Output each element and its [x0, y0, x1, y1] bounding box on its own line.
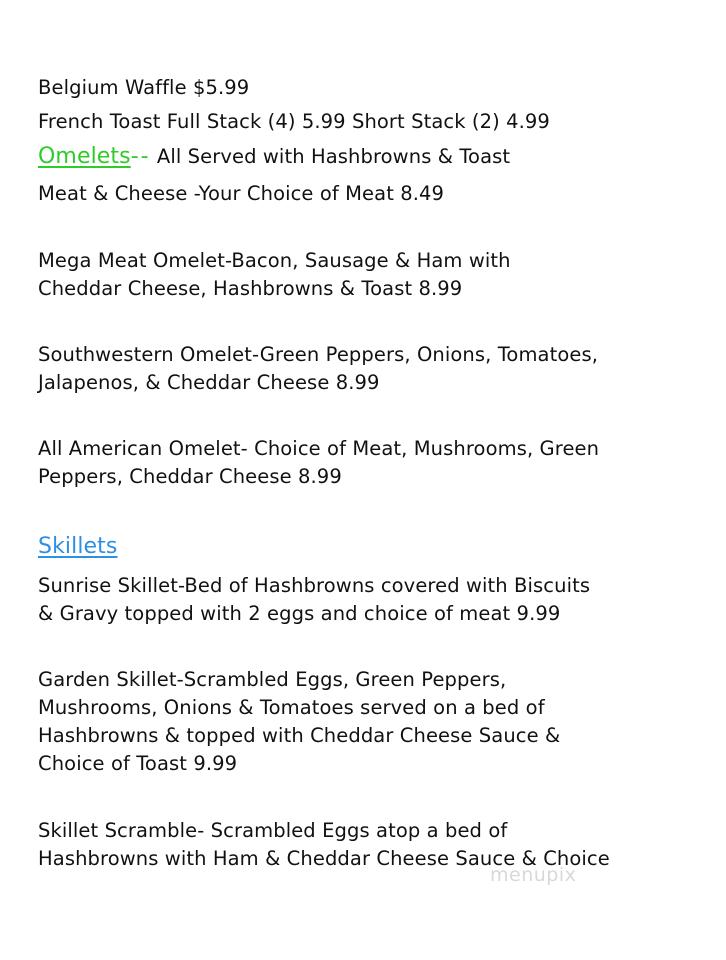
menu-item-garden-line-1: Garden Skillet-Scrambled Eggs, Green Peppers, [38, 668, 507, 691]
omelets-dashes: -- [130, 144, 151, 169]
menu-item-mega-meat-line-1: Mega Meat Omelet-Bacon, Sausage & Ham with [38, 249, 511, 272]
menu-item-garden-line-4: Choice of Toast 9.99 [38, 752, 238, 775]
menu-item-southwestern-line-2: Jalapenos, & Cheddar Cheese 8.99 [38, 371, 380, 394]
watermark: menupix [490, 864, 577, 886]
menu-item-french-toast: French Toast Full Stack (4) 5.99 Short Stack (2) 4.99 [38, 110, 550, 133]
omelets-heading-line [38, 143, 510, 171]
omelets-heading: Omelets [38, 144, 131, 169]
skillets-heading-line [38, 533, 117, 561]
menu-item-sunrise-line-2: & Gravy topped with 2 eggs and choice of meat 9.99 [38, 602, 561, 625]
omelets-note: All Served with Hashbrowns & Toast [150, 145, 511, 168]
skillets-heading: Skillets [38, 534, 118, 559]
menu-item-scramble-line-2: Hashbrowns with Ham & Cheddar Cheese Sauce & Choice [38, 847, 610, 870]
menu-item-sunrise-line-1: Sunrise Skillet-Bed of Hashbrowns covered with Biscuits [38, 574, 591, 597]
menu-item-belgium-waffle: Belgium Waffle $5.99 [38, 76, 250, 99]
menu-item-garden-line-3: Hashbrowns & topped with Cheddar Cheese Sauce & [38, 724, 561, 747]
menu-item-southwestern-line-1: Southwestern Omelet-Green Peppers, Onions, Tomatoes, [38, 343, 599, 366]
menu-item-all-american-line-1: All American Omelet- Choice of Meat, Mushrooms, Green [38, 437, 600, 460]
menu-item-meat-cheese: Meat & Cheese -Your Choice of Meat 8.49 [38, 182, 445, 205]
menu-item-mega-meat-line-2: Cheddar Cheese, Hashbrowns & Toast 8.99 [38, 277, 463, 300]
menu-item-all-american-line-2: Peppers, Cheddar Cheese 8.99 [38, 465, 342, 488]
menu-item-garden-line-2: Mushrooms, Onions & Tomatoes served on a bed of [38, 696, 545, 719]
menu-item-scramble-line-1: Skillet Scramble- Scrambled Eggs atop a bed of [38, 819, 508, 842]
